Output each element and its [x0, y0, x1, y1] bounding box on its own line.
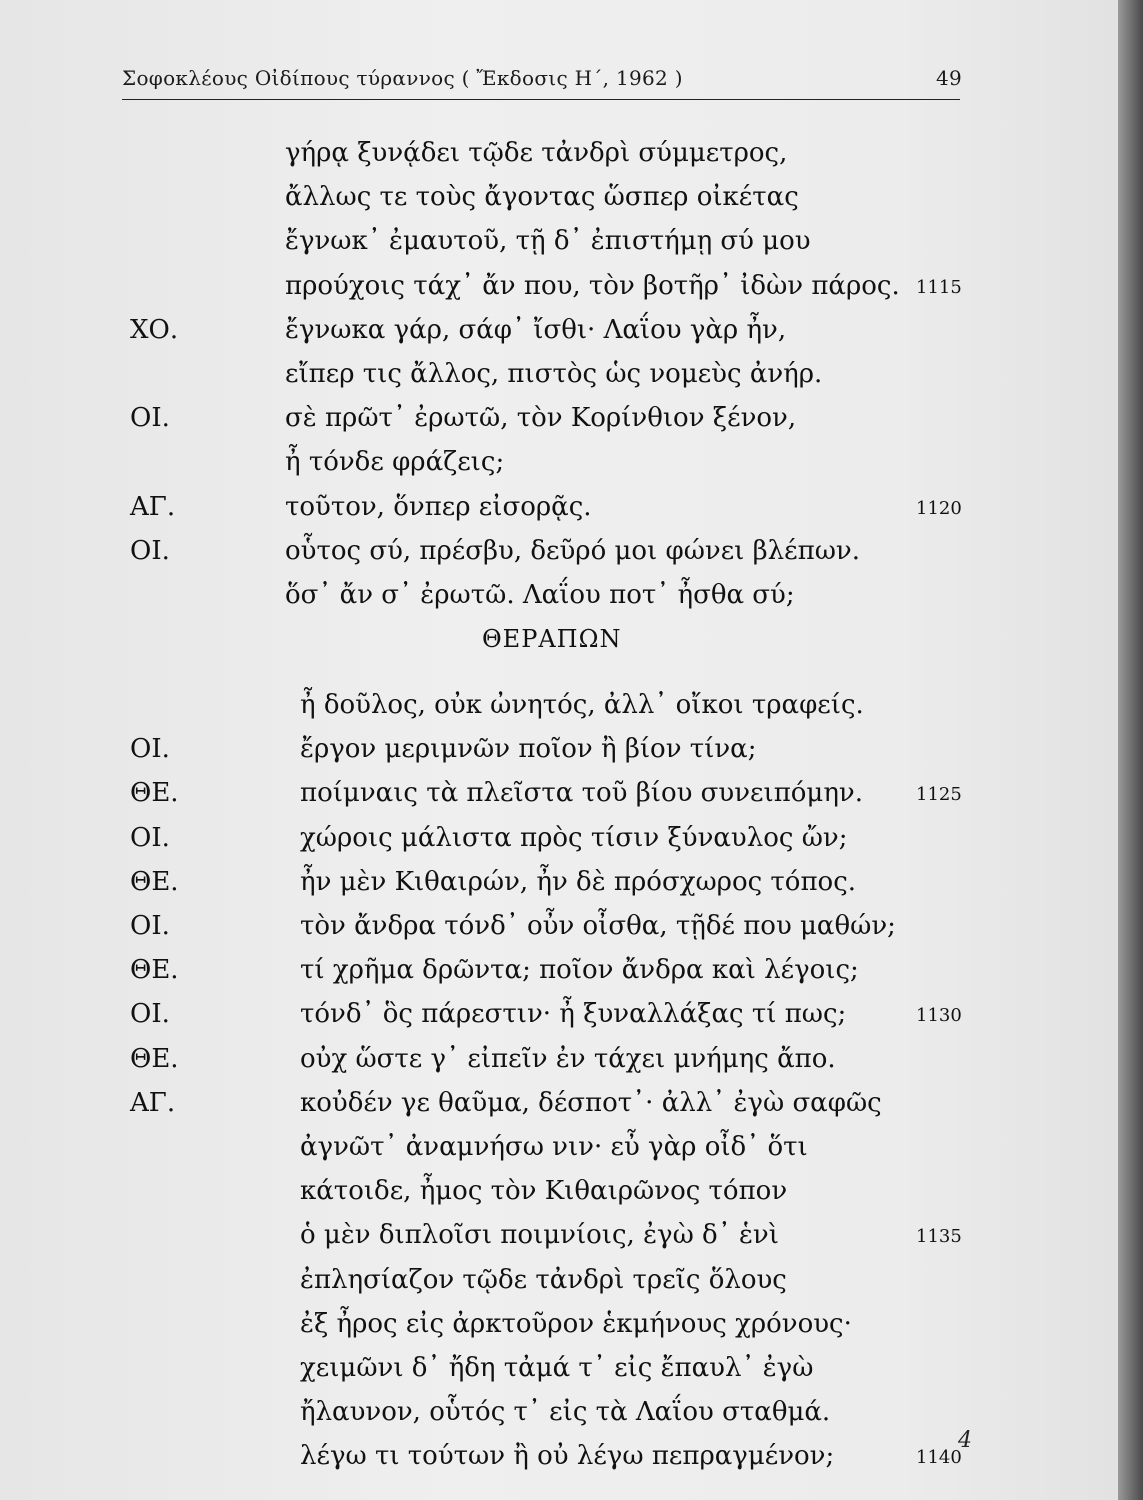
verse-line: [0, 1265, 1120, 1311]
verse-text: ἤλαυνον, οὗτός τ᾽ εἰς τὰ Λαΐου σταθμά.: [300, 1397, 831, 1428]
verse-line: [0, 315, 1120, 361]
speaker-label: ΟΙ.: [130, 734, 170, 765]
book-page: Σοφοκλέους Οἰδίπους τύραννος ( Ἔκδοσις Η΄, 1962 ) 49 γήρᾳ ξυνᾴδει τῷδε τἀνδρὶ σύμμετρος, ἄλλως τε τοὺς ἄγοντας ὥσπερ οἰκέτας ἔγνωκ᾽ ἐμαυτοῦ, τῇ δ᾽ ἐπιστήμῃ σύ μου προύχοις τάχ᾽ ἄν που, τὸν βοτῆρ᾽ ἰδὼν πάρος. 1115 ΧΟ. ἔγνωκα γάρ, σάφ᾽ ἴσθι· Λαΐου γὰρ ἦν, εἴπερ τις ἄλλος, πιστὸς ὡς νομεὺς ἀνήρ. ΟΙ. σὲ πρῶτ᾽ ἐρωτῶ, τὸν Κορίνθιον ξένον, ἦ τόνδε φράζεις; ΑΓ. τοῦτον, ὅνπερ εἰσορᾷς. 1120 ΟΙ. οὗτος σύ, πρέσβυ, δεῦρό μοι φώνει βλέπων. ὅσ᾽ ἄν σ᾽ ἐρωτῶ. Λαΐου ποτ᾽ ἦσθα σύ; ΘΕΡΑΠΩΝ ἦ δοῦλος, οὐκ ὠνητός, ἀλλ᾽ οἴκοι τραφείς. ΟΙ. ἔργον μεριμνῶν ποῖον ἢ βίον τίνα; ΘΕ. ποίμναις τὰ πλεῖστα τοῦ βίου συνειπόμην. 1125 ΟΙ. χώροις μάλιστα πρὸς τίσιν ξύναυλος ὤν; ΘΕ. ἦν μὲν Κιθαιρών, ἦν δὲ πρόσχωρος τόπος. ΟΙ. τὸν ἄνδρα τόνδ᾽ οὖν οἶσθα, τῇδέ που μαθών; ΘΕ. τί χρῆμα δρῶντα; ποῖον ἄνδρα καὶ λέγοις; ΟΙ. τόνδ᾽ ὃς πάρεστιν· ἦ ξυναλλάξας τί πως; 1130 ΘΕ. οὐχ ὥστε γ᾽ εἰπεῖν ἐν τάχει μνήμης ἄπο. ΑΓ. κοὐδέν γε θαῦμα, δέσποτ᾽· ἀλλ᾽ ἐγὼ σαφῶς ἀγνῶτ᾽ ἀναμνήσω νιν· εὖ γὰρ οἶδ᾽ ὅτι κάτοιδε, ἦμος τὸν Κιθαιρῶνος τόπον ὁ μὲν διπλοῖσι ποιμνίοις, ἐγὼ δ᾽ ἑνὶ 1135 ἐπλησίαζον τῷδε τἀνδρὶ τρεῖς ὅλους ἐξ ἦρος εἰς ἀρκτοῦρον ἑκμήνους χρόνους· χειμῶνι δ᾽ ἤδη τἀμά τ᾽ εἰς ἔπαυλ᾽ ἐγὼ ἤλαυνον, οὗτός τ᾽ εἰς τὰ Λαΐου σταθμά. λέγω τι τούτων ἢ οὐ λέγω πεπραγμένον; 1140 4: [0, 0, 1120, 1500]
verse-text: χειμῶνι δ᾽ ἤδη τἀμά τ᾽ εἰς ἔπαυλ᾽ ἐγὼ: [300, 1353, 814, 1383]
verse-line: [0, 1176, 1120, 1222]
verse-line: [0, 536, 1120, 582]
verse-text: ὁ μὲν διπλοῖσι ποιμνίοις, ἐγὼ δ᾽ ἑνὶ: [300, 1220, 779, 1251]
verse-line: [0, 226, 1120, 272]
verse-text: ἔργον μεριμνῶν ποῖον ἢ βίον τίνα;: [300, 734, 757, 765]
verse-line: [0, 1088, 1120, 1134]
speaker-label: ΑΓ.: [130, 491, 176, 522]
speaker-label: ΟΙ.: [130, 911, 170, 941]
verse-text: οὐχ ὥστε γ᾽ εἰπεῖν ἐν τάχει μνήμης ἄπο.: [300, 1043, 836, 1074]
speaker-label: ΧΟ.: [130, 314, 179, 345]
verse-text: ποίμναις τὰ πλεῖστα τοῦ βίου συνειπόμην.: [300, 778, 863, 809]
verse-text: οὗτος σύ, πρέσβυ, δεῦρό μοι φώνει βλέπων.: [285, 535, 860, 566]
verse-line: [0, 867, 1120, 913]
speaker-label: ΘΕ.: [130, 1043, 179, 1074]
verse-text: χώροις μάλιστα πρὸς τίσιν ξύναυλος ὤν;: [300, 822, 848, 853]
verse-line: [0, 1353, 1120, 1399]
verse-line: [0, 138, 1120, 184]
verse-text: τί χρῆμα δρῶντα; ποῖον ἄνδρα καὶ λέγοις;: [300, 955, 859, 986]
verse-text: ἔγνωκ᾽ ἐμαυτοῦ, τῇ δ᾽ ἐπιστήμῃ σύ μου: [285, 226, 811, 257]
verse-line: [0, 1397, 1120, 1443]
verse-line: [0, 580, 1120, 626]
verse-text: εἴπερ τις ἄλλος, πιστὸς ὡς νομεὺς ἀνήρ.: [285, 359, 823, 389]
verse-text: τὸν ἄνδρα τόνδ᾽ οὖν οἶσθα, τῇδέ που μαθών;: [300, 911, 896, 941]
verse-line: [0, 1309, 1120, 1355]
verse-text: ἄλλως τε τοὺς ἄγοντας ὥσπερ οἰκέτας: [285, 182, 799, 213]
line-number: 1115: [916, 276, 962, 298]
speaker-label: ΟΙ.: [130, 535, 170, 566]
verse-text: ἦν μὲν Κιθαιρών, ἦν δὲ πρόσχωρος τόπος.: [300, 866, 857, 897]
verse-text: γήρᾳ ξυνᾴδει τῷδε τἀνδρὶ σύμμετρος,: [285, 138, 788, 168]
verse-line: [0, 734, 1120, 780]
line-number: 1130: [916, 1005, 962, 1027]
speaker-label: ΟΙ.: [130, 403, 170, 434]
speaker-label: ΟΙ.: [130, 999, 170, 1030]
verse-text: σὲ πρῶτ᾽ ἐρωτῶ, τὸν Κορίνθιον ξένον,: [285, 403, 797, 434]
line-number: 1135: [916, 1226, 962, 1248]
running-title: Σοφοκλέους Οἰδίπους τύραννος ( Ἔκδοσις Η΄, 1962 ): [122, 66, 683, 90]
verse-text: ἐξ ἦρος εἰς ἀρκτοῦρον ἑκμήνους χρόνους·: [300, 1308, 852, 1339]
verse-line: [0, 271, 1120, 317]
verse-text: ἦ δοῦλος, οὐκ ὠνητός, ἀλλ᾽ οἴκοι τραφείς.: [300, 690, 864, 720]
running-head: [122, 66, 962, 90]
page-edge-shadow: [1118, 0, 1143, 1500]
verse-line: [0, 1220, 1120, 1266]
header-rule: [122, 99, 960, 100]
verse-line: [0, 403, 1120, 449]
verse-text: ἀγνῶτ᾽ ἀναμνήσω νιν· εὖ γὰρ οἶδ᾽ ὅτι: [300, 1132, 808, 1162]
speaker-label: ΑΓ.: [130, 1087, 176, 1118]
verse-line: [0, 911, 1120, 957]
verse-text: τοῦτον, ὅνπερ εἰσορᾷς.: [285, 491, 592, 522]
verse-line: [0, 1044, 1120, 1090]
verse-line: [0, 359, 1120, 405]
verse-line: [0, 955, 1120, 1001]
signature-mark: 4: [958, 1428, 972, 1453]
verse-line: [0, 823, 1120, 869]
verse-text: λέγω τι τούτων ἢ οὐ λέγω πεπραγμένον;: [300, 1441, 835, 1472]
speaker-label: ΘΕ.: [130, 955, 179, 986]
verse-text: ἦ τόνδε φράζεις;: [285, 447, 505, 478]
verse-text: προύχοις τάχ᾽ ἄν που, τὸν βοτῆρ᾽ ἰδὼν πάρος.: [285, 270, 900, 301]
verse-text: ἔγνωκα γάρ, σάφ᾽ ἴσθι· Λαΐου γὰρ ἦν,: [285, 314, 787, 345]
verse-line: [0, 1132, 1120, 1178]
speaker-label: ΘΕ.: [130, 866, 179, 897]
verse-line: [0, 182, 1120, 228]
verse-line: [0, 492, 1120, 538]
verse-text: τόνδ᾽ ὃς πάρεστιν· ἦ ξυναλλάξας τί πως;: [300, 999, 847, 1030]
page-number: 49: [935, 66, 962, 90]
verse-line: [0, 1441, 1120, 1487]
verse-line: [0, 778, 1120, 824]
verse-line: [0, 447, 1120, 493]
verse-line: [0, 690, 1120, 736]
line-number: 1125: [916, 784, 962, 806]
speaker-label: ΘΕ.: [130, 778, 179, 809]
verse-text: ἐπλησίαζον τῷδε τἀνδρὶ τρεῖς ὅλους: [300, 1264, 787, 1295]
verse-text: ὅσ᾽ ἄν σ᾽ ἐρωτῶ. Λαΐου ποτ᾽ ἦσθα σύ;: [285, 580, 795, 610]
speaker-label: ΟΙ.: [130, 822, 170, 853]
line-number: 1140: [916, 1447, 962, 1469]
line-number: 1120: [916, 497, 962, 519]
verse-line: [0, 999, 1120, 1045]
verse-text: κάτοιδε, ἦμος τὸν Κιθαιρῶνος τόπον: [300, 1176, 788, 1207]
verse-text: κοὐδέν γε θαῦμα, δέσποτ᾽· ἀλλ᾽ ἐγὼ σαφῶς: [300, 1087, 882, 1118]
